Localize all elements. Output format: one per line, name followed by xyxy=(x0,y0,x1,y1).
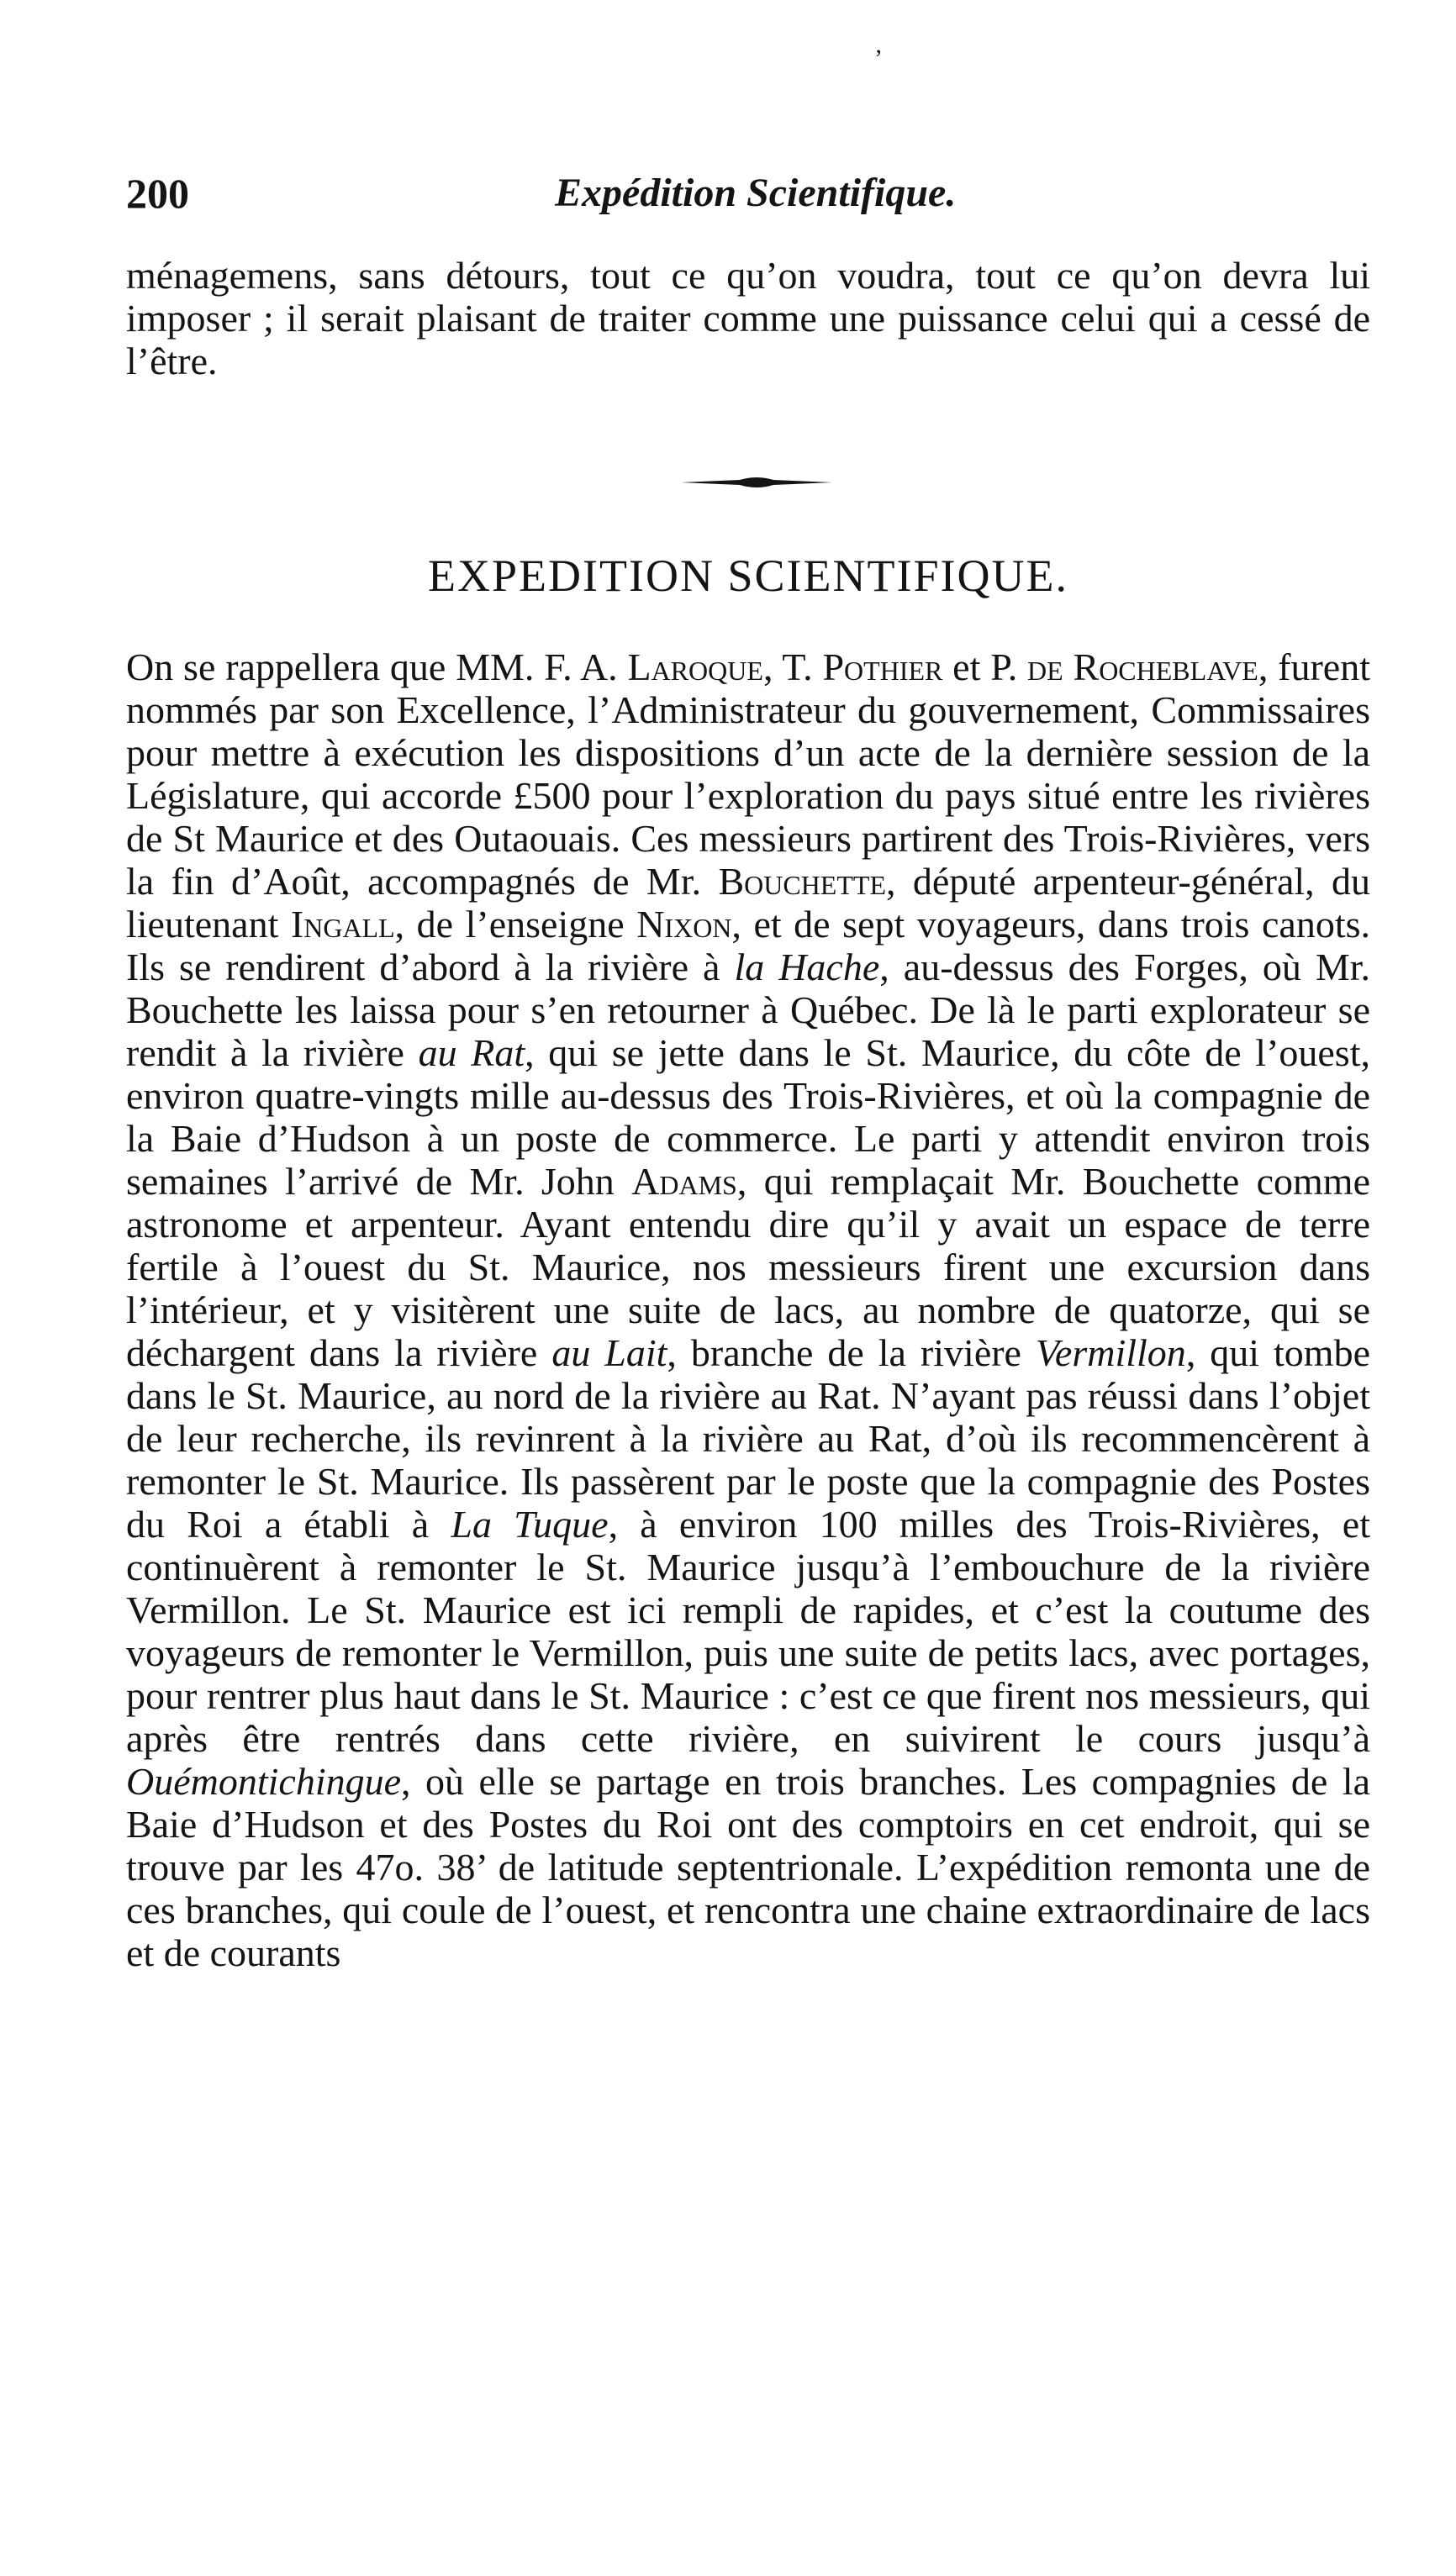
paragraph-text-run: , qui remplaçait Mr. Bouchette comme astronome et arpenteur. Ayant entendu dire qu’il y avait un espace de terre fertile à l’ouest du St. Maurice, nos messieurs firent une excursion dans l’intérieur, et y visitèrent une suite de lacs, au nombre de quatorze, qui se déchargent dans la rivière xyxy=(126,1160,1370,1374)
small-caps-name: Bouchette xyxy=(718,860,886,903)
italic-place-name: au Rat xyxy=(418,1031,525,1074)
italic-place-name: la Hache xyxy=(734,946,880,988)
section-divider-ornament xyxy=(681,472,832,493)
page-number: 200 xyxy=(126,170,189,217)
paragraph-text-run: , qui se jette dans le St. Maurice, du côte de l’ouest, environ quatre-vingts mille au-dessus des Trois-Rivières, et où la compagnie de la Baie d’Hudson à un poste de commerce. Le parti y attendit environ trois semaines l’arrivé de Mr. John xyxy=(126,1031,1370,1203)
section-paragraph xyxy=(126,645,1370,1974)
paragraph-text-run: , au-dessus des Forges, où Mr. Bouchette les laissa pour s’en retourner à Québec. De là le parti explorateur se rendit à la rivière xyxy=(126,946,1371,1074)
paragraph-text-run: , qui tombe dans le St. Maurice, au nord de la rivière au Rat. N’ayant pas réussi dans l’objet de leur recherche, ils revinrent à la rivière au Rat, d’où ils recommencèrent à remonter le St. Maurice. Ils passèrent par le poste que la compagnie des Postes du Roi a établi à xyxy=(126,1331,1370,1546)
small-caps-name: de Rocheblave xyxy=(1027,645,1258,688)
carry-over-paragraph: ménagemens, sans détours, tout ce qu’on voudra, tout ce qu’on devra lui imposer ; il serait plaisant de traiter comme une puissance celui qui a cessé de l’être. xyxy=(126,254,1370,382)
italic-place-name: La Tuque xyxy=(451,1503,609,1546)
section-title: EXPEDITION SCIENTIFIQUE. xyxy=(428,550,1068,601)
paragraph-text-run: , de l’enseigne xyxy=(394,903,637,946)
italic-place-name: Ouémontichingue xyxy=(126,1760,402,1803)
italic-place-name: au Lait xyxy=(551,1331,667,1374)
paragraph-text-run: , et de sept voyageurs, dans trois canots. Ils se rendirent d’abord à la rivière à xyxy=(126,903,1371,988)
small-caps-name: Laroque xyxy=(627,645,763,688)
italic-place-name: Vermillon xyxy=(1035,1331,1186,1374)
paragraph-text-run: , député arpenteur-général, du lieutenant xyxy=(126,860,1371,946)
small-caps-name: Nixon xyxy=(636,903,732,946)
small-caps-name: Pothier xyxy=(822,645,943,688)
small-caps-name: Adams xyxy=(631,1160,737,1203)
running-title: Expédition Scientifique. xyxy=(555,171,957,215)
running-head xyxy=(126,168,1379,227)
paragraph-text-run: , à environ 100 milles des Trois-Rivières, et continuèrent à remonter le St. Maurice jusqu’à l’embouchure de la rivière Vermillon. Le St. Maurice est ici rempli de rapides, et c’est la coutume des voyageurs de remonter le Vermillon, puis une suite de petits lacs, avec portages, pour rentrer plus haut dans le St. Maurice : c’est ce que firent nos messieurs, qui après être rentrés dans cette rivière, en suivirent le cours jusqu’à xyxy=(126,1503,1371,1760)
paragraph-text-run: , furent nommés par son Excellence, l’Administrateur du gouvernement, Commissaires pour mettre à exécution les dispositions d’un acte de la dernière session de la Législature, qui accorde £500 pour l’exploration du pays situé entre les rivières de St Maurice et des Outaouais. Ces messieurs partirent des Trois-Rivières, vers la fin d’Août, accompagnés de Mr. xyxy=(126,645,1371,903)
paragraph-text-run: , T. xyxy=(762,645,823,688)
small-caps-name: Ingall xyxy=(290,903,395,946)
paragraph-text-run: , branche de la rivière xyxy=(667,1331,1036,1374)
paragraph-text-run: et P. xyxy=(942,645,1028,688)
paragraph-text-run: , où elle se partage en trois branches. Les compagnies de la Baie d’Hudson et des Postes du Roi ont des comptoirs en cet endroit, qui se trouve par les 47o. 38’ de latitude septentrionale. L’expédition remonta une de ces branches, qui coule de l’ouest, et rencontra une chaine extraordinaire de lacs et de courants xyxy=(126,1760,1370,1974)
stray-mark: ’ xyxy=(874,45,883,72)
paragraph-text-run: On se rappellera que MM. F. A. xyxy=(126,645,628,688)
